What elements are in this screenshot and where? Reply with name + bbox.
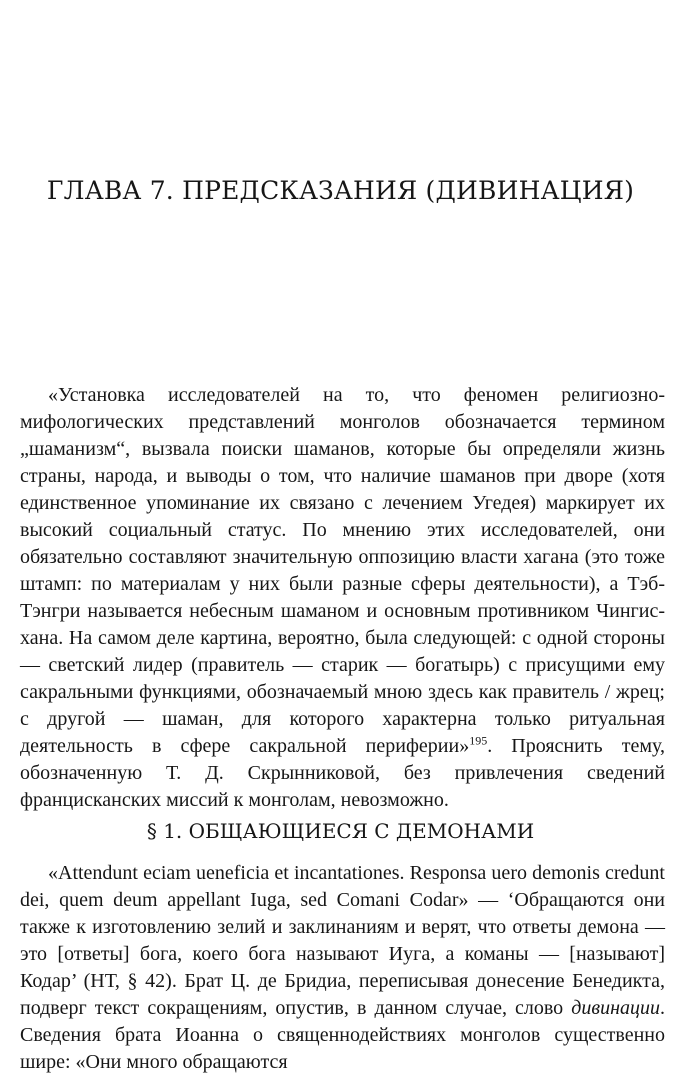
footnote-marker[interactable]: 195 [469, 733, 488, 748]
paragraph-2-continuation: . Сведения брата Иоанна о священнодействиях монголов существенно шире: «Они много обращаются [20, 997, 665, 1073]
section-title: § 1. ОБЩАЮЩИЕСЯ С ДЕМОНАМИ [146, 819, 535, 843]
paragraph-1-continuation: . Прояснить тему, обозначенную Т. Д. Скрынниковой, без привлечения сведений францисканских миссий к монголам, невозможно. [20, 735, 665, 811]
paragraph-1 [20, 382, 665, 814]
paragraph-1-text: «Установка исследователей на то, что феномен религиозно-мифологических представлений монголов обозначается термином „шаманизм“, вызвала поиски шаманов, которые бы определяли жизнь страны, народа, и выводы о том, что наличие шаманов при дворе (хотя единственное упоминание их связано с лечением Угедея) маркирует их высокий социальный статус. По мнению этих исследователей, они обязательно составляют значительную оппозицию власти хагана (это тоже штамп: по материалам у них были разные сферы деятельности), а Тэб-Тэнгри называется небесным шаманом и основным противником Чингис-хана. На самом деле картина, вероятно, была следующей: с одной стороны — светский лидер (правитель — старик — богатырь) с присущими ему сакральными функциями, обозначаемый мною здесь как правитель / жрец; с другой — шаман, для которого характерна только ритуальная деятельность в сфере сакральной периферии» [20, 384, 665, 757]
page-bottom-edge [0, 1074, 681, 1080]
paragraph-2-text: «Attendunt eciam ueneficia et incantationes. Responsa uero demonis credunt dei, quem deum appellant Iuga, sed Comani Codar» — ‘Обращаются они также к изготовлению зелий и заклинаниям и верят, что ответы демона — это [ответы] бога, коего бога называют Иуга, а команы — [называют] Кодар’ (НТ, § 42). Брат Ц. де Бридиа, переписывая донесение Бенедикта, подверг текст сокращениям, опустив, в данном случае, слово [20, 862, 665, 1019]
paragraph-2 [20, 860, 665, 1076]
emphasized-word: дивинации [571, 997, 660, 1019]
chapter-title: ГЛАВА 7. ПРЕДСКАЗАНИЯ (ДИВИНАЦИЯ) [46, 176, 635, 205]
